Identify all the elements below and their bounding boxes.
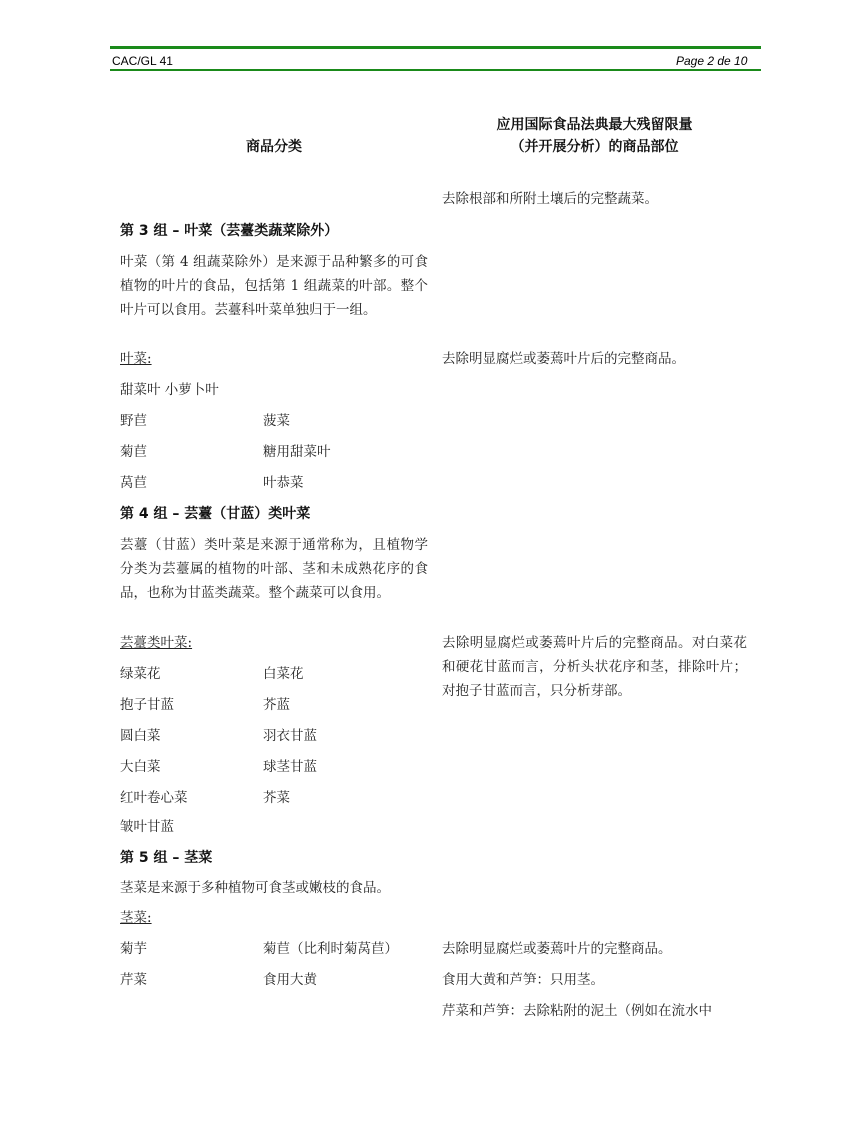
group3-list-label: 叶菜: xyxy=(120,351,152,367)
list-item: 圆白菜 xyxy=(120,728,161,744)
group5-right-note-3: 芹菜和芦笋：去除粘附的泥土（例如在流水中 xyxy=(442,1003,712,1019)
list-item: 菠菜 xyxy=(263,413,290,429)
group5-title: 第 5 组 – 茎菜 xyxy=(120,850,213,866)
list-item: 红叶卷心菜 xyxy=(120,790,188,806)
page-number: Page 2 de 10 xyxy=(676,54,748,68)
group3-description: 叶菜（第 4 组蔬菜除外）是来源于品种繁多的可食植物的叶片的食品，包括第 1 组蔬菜的叶部。整个叶片可以食用。芸薹科叶菜单独归于一组。 xyxy=(120,254,428,318)
group4-list-label: 芸薹类叶菜: xyxy=(120,635,193,651)
intro-right-note: 去除根部和所附土壤后的完整蔬菜。 xyxy=(442,191,658,207)
list-item: 糖用甜菜叶 xyxy=(263,444,331,460)
list-item: 芹菜 xyxy=(120,972,147,988)
group3-right-note: 去除明显腐烂或萎蔫叶片后的完整商品。 xyxy=(442,351,685,367)
list-item: 芥蓝 xyxy=(263,697,290,713)
list-item: 菊苣 xyxy=(120,444,147,460)
doc-code: CAC/GL 41 xyxy=(112,54,173,68)
list-item: 球茎甘蓝 xyxy=(263,759,317,775)
group5-description: 茎菜是来源于多种植物可食茎或嫩枝的食品。 xyxy=(120,880,390,896)
list-item: 抱子甘蓝 xyxy=(120,697,174,713)
list-item: 菊芋 xyxy=(120,941,147,957)
list-item: 野苣 xyxy=(120,413,147,429)
right-column-title-line2: （并开展分析）的商品部位 xyxy=(510,139,679,155)
list-item: 白菜花 xyxy=(263,666,304,682)
group4-description: 芸薹（甘蓝）类叶菜是来源于通常称为，且植物学分类为芸薹属的植物的叶部、茎和未成熟花序的食品，也称为甘蓝类蔬菜。整个蔬菜可以食用。 xyxy=(120,537,428,601)
header-rule-top xyxy=(110,46,761,49)
list-item: 羽衣甘蓝 xyxy=(263,728,317,744)
left-column-title: 商品分类 xyxy=(246,139,302,155)
group4-right-note: 去除明显腐烂或萎蔫叶片后的完整商品。对白菜花和硬花甘蓝而言，分析头状花序和茎，排除叶片；对抱子甘蓝而言，只分析芽部。 xyxy=(442,635,747,699)
group5-right-note-2: 食用大黄和芦笋：只用茎。 xyxy=(442,972,604,988)
list-item: 皱叶甘蓝 xyxy=(120,819,174,835)
list-item: 芥菜 xyxy=(263,790,290,806)
list-item: 甜菜叶 小萝卜叶 xyxy=(120,382,219,398)
list-item: 绿菜花 xyxy=(120,666,161,682)
list-item: 莴苣 xyxy=(120,475,147,491)
group5-right-note-1: 去除明显腐烂或萎蔫叶片的完整商品。 xyxy=(442,941,672,957)
header-rule-bottom xyxy=(110,69,761,71)
list-item: 食用大黄 xyxy=(263,972,317,988)
list-item: 叶恭菜 xyxy=(263,475,304,491)
list-item: 大白菜 xyxy=(120,759,161,775)
group5-list-label: 茎菜: xyxy=(120,910,152,926)
group3-title: 第 3 组 – 叶菜（芸薹类蔬菜除外） xyxy=(120,223,339,239)
group4-title: 第 4 组 – 芸薹（甘蓝）类叶菜 xyxy=(120,506,311,522)
list-item: 菊苣（比利时菊莴苣） xyxy=(263,941,398,957)
right-column-title-line1: 应用国际食品法典最大残留限量 xyxy=(496,117,693,133)
